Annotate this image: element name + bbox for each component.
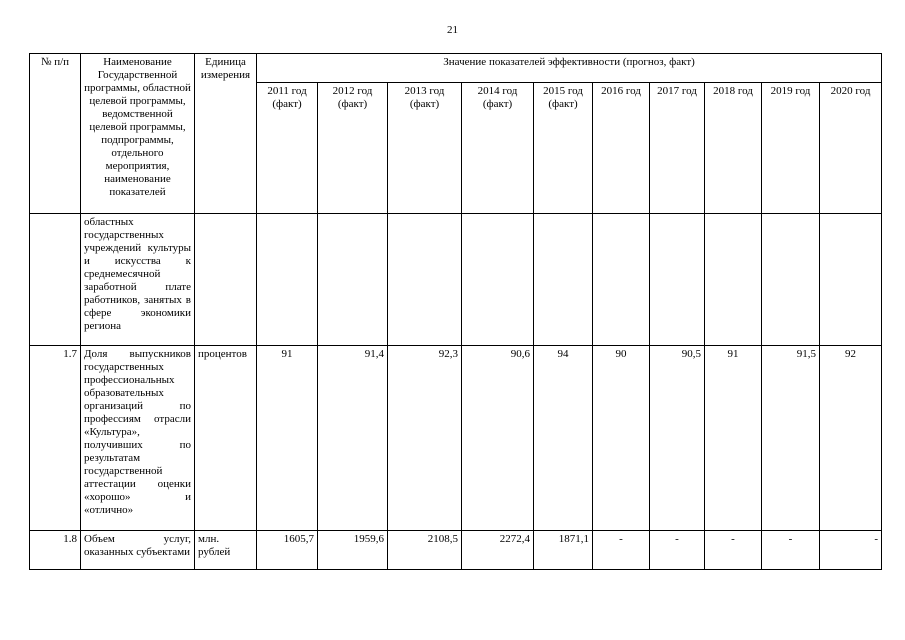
row-value: - (705, 531, 762, 570)
header-unit: Единица измерения (195, 54, 257, 214)
header-name: Наименование Государственной программы, областной целевой программы, ведомственной целевой программы, подпрограммы, отдельного мероприятия, наименование показателей (81, 54, 195, 214)
row-num (30, 214, 81, 346)
row-value: 2272,4 (462, 531, 534, 570)
row-value (318, 214, 388, 346)
row-value: - (762, 531, 820, 570)
row-name: Доля выпускников государственных профессиональных образовательных организаций по профессиям отрасли «Культура», получивших по результатам государственной аттестации оценки «хорошо» и «отлично» (81, 346, 195, 531)
table-row (30, 346, 882, 531)
row-value (257, 214, 318, 346)
row-value: 91,4 (318, 346, 388, 531)
header-year: 2011 год (факт) (257, 83, 318, 214)
row-unit (195, 214, 257, 346)
table-row (30, 531, 882, 570)
header-num: № п/п (30, 54, 81, 214)
row-value (388, 214, 462, 346)
row-name: областных государственных учреждений культуры и искусства к среднемесячной заработной плате работников, занятых в сфере экономики региона (81, 214, 195, 346)
header-year: 2014 год (факт) (462, 83, 534, 214)
header-row-top (30, 54, 882, 83)
header-year: 2012 год (факт) (318, 83, 388, 214)
row-value: 1605,7 (257, 531, 318, 570)
header-year: 2019 год (762, 83, 820, 214)
row-value (593, 214, 650, 346)
row-value (534, 214, 593, 346)
row-value: 91 (257, 346, 318, 531)
row-value: 2108,5 (388, 531, 462, 570)
row-num: 1.7 (30, 346, 81, 531)
table-row (30, 214, 882, 346)
row-value: 91 (705, 346, 762, 531)
header-year: 2013 год (факт) (388, 83, 462, 214)
row-value (762, 214, 820, 346)
header-year: 2017 год (650, 83, 705, 214)
row-value: - (650, 531, 705, 570)
row-value: 94 (534, 346, 593, 531)
header-year: 2018 год (705, 83, 762, 214)
row-value (705, 214, 762, 346)
row-value: 90 (593, 346, 650, 531)
header-year: 2015 год (факт) (534, 83, 593, 214)
header-year: 2020 год (820, 83, 882, 214)
row-unit: процентов (195, 346, 257, 531)
header-values: Значение показателей эффективности (прогноз, факт) (257, 54, 882, 83)
indicators-table (29, 53, 882, 570)
row-name: Объем услуг, оказанных субъектами (81, 531, 195, 570)
row-value: 1959,6 (318, 531, 388, 570)
row-value: 92,3 (388, 346, 462, 531)
page-number: 21 (447, 24, 458, 36)
row-value (462, 214, 534, 346)
row-num: 1.8 (30, 531, 81, 570)
row-unit: млн. рублей (195, 531, 257, 570)
row-value: 90,6 (462, 346, 534, 531)
row-value: 1871,1 (534, 531, 593, 570)
row-value: 91,5 (762, 346, 820, 531)
row-value: - (820, 531, 882, 570)
row-value (650, 214, 705, 346)
header-year: 2016 год (593, 83, 650, 214)
row-value: - (593, 531, 650, 570)
row-value (820, 214, 882, 346)
row-value: 90,5 (650, 346, 705, 531)
row-value: 92 (820, 346, 882, 531)
